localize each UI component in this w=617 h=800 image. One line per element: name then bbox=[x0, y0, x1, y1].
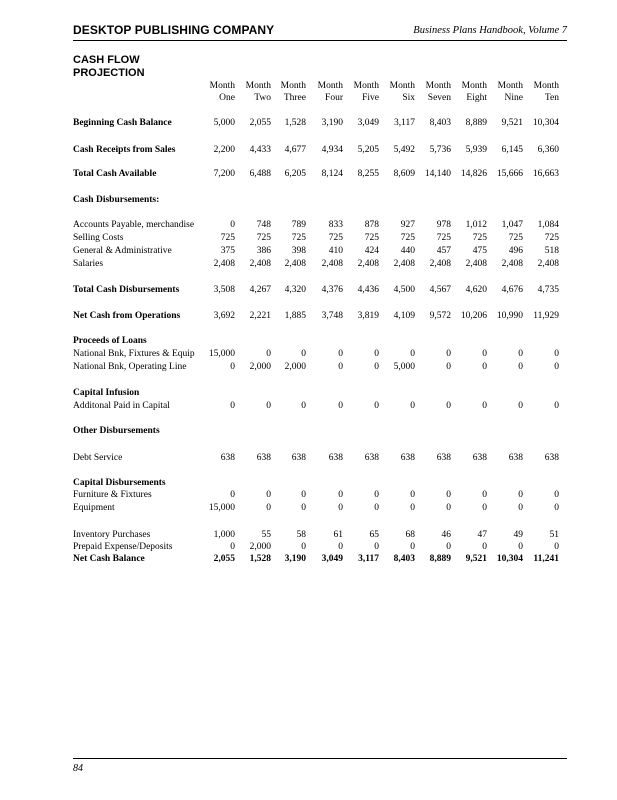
cell-value: 638 bbox=[220, 453, 235, 463]
cell-value: 49 bbox=[513, 530, 523, 540]
cell-value: 7,200 bbox=[213, 169, 235, 179]
cell-value: 3,117 bbox=[393, 118, 415, 128]
cell-value: 2,408 bbox=[429, 259, 451, 269]
cell-value: 6,488 bbox=[249, 169, 271, 179]
cell-value: 4,267 bbox=[249, 285, 271, 295]
cell-value: 725 bbox=[364, 233, 379, 243]
column-header-text: Month bbox=[533, 81, 559, 91]
column-header-text: Three bbox=[283, 92, 306, 103]
row-label: Net Cash Balance bbox=[73, 554, 145, 564]
cell-value: 9,521 bbox=[501, 118, 523, 128]
cell-value: 638 bbox=[364, 453, 379, 463]
cell-value: 8,255 bbox=[357, 169, 379, 179]
row-label: Salaries bbox=[73, 259, 104, 269]
cell-value: 0 bbox=[554, 542, 559, 552]
cell-value: 3,748 bbox=[321, 311, 343, 321]
column-header-text: Five bbox=[362, 92, 379, 103]
cell-value: 0 bbox=[446, 349, 451, 359]
cell-value: 518 bbox=[544, 246, 559, 256]
cell-value: 789 bbox=[291, 220, 306, 230]
footer-rule bbox=[73, 758, 567, 759]
cell-value: 1,528 bbox=[249, 554, 271, 564]
row-label: Proceeds of Loans bbox=[73, 336, 147, 346]
cell-value: 0 bbox=[446, 490, 451, 500]
cell-value: 2,055 bbox=[213, 554, 235, 564]
cell-value: 725 bbox=[436, 233, 451, 243]
column-header-text: Four bbox=[325, 92, 343, 103]
cell-value: 725 bbox=[400, 233, 415, 243]
cell-value: 0 bbox=[410, 490, 415, 500]
cell-value: 0 bbox=[482, 542, 487, 552]
cell-value: 0 bbox=[301, 349, 306, 359]
cell-value: 4,677 bbox=[284, 145, 306, 155]
row-label: General & Administrative bbox=[73, 246, 172, 256]
column-header-text: Month bbox=[245, 81, 271, 91]
cell-value: 46 bbox=[441, 530, 451, 540]
cell-value: 2,408 bbox=[501, 259, 523, 269]
cell-value: 440 bbox=[400, 246, 415, 256]
cell-value: 3,049 bbox=[321, 554, 343, 564]
cell-value: 0 bbox=[554, 362, 559, 372]
cell-value: 51 bbox=[549, 530, 559, 540]
cell-value: 8,609 bbox=[393, 169, 415, 179]
cell-value: 4,567 bbox=[429, 285, 451, 295]
cell-value: 5,000 bbox=[393, 362, 415, 372]
cell-value: 0 bbox=[410, 503, 415, 513]
cell-value: 927 bbox=[400, 220, 415, 230]
row-label: National Bnk, Operating Line bbox=[73, 362, 187, 372]
cell-value: 0 bbox=[554, 490, 559, 500]
cell-value: 3,508 bbox=[213, 285, 235, 295]
cell-value: 6,360 bbox=[537, 145, 559, 155]
cell-value: 3,117 bbox=[358, 554, 379, 564]
cell-value: 65 bbox=[369, 530, 379, 540]
cell-value: 5,205 bbox=[357, 145, 379, 155]
cell-value: 2,408 bbox=[249, 259, 271, 269]
cell-value: 15,666 bbox=[496, 169, 523, 179]
section-title-line1: CASH FLOW bbox=[73, 54, 140, 66]
cell-value: 9,521 bbox=[465, 554, 487, 564]
cell-value: 3,819 bbox=[357, 311, 379, 321]
row-label: Inventory Purchases bbox=[73, 530, 151, 540]
cell-value: 638 bbox=[436, 453, 451, 463]
cell-value: 8,889 bbox=[465, 118, 487, 128]
cell-value: 47 bbox=[477, 530, 487, 540]
cell-value: 4,735 bbox=[537, 285, 559, 295]
cell-value: 496 bbox=[508, 246, 523, 256]
cell-value: 5,736 bbox=[429, 145, 451, 155]
cell-value: 1,047 bbox=[501, 220, 523, 230]
cell-value: 1,084 bbox=[537, 220, 559, 230]
cell-value: 2,221 bbox=[249, 311, 271, 321]
column-header-text: Month bbox=[389, 81, 415, 91]
cell-value: 55 bbox=[261, 530, 271, 540]
cell-value: 10,304 bbox=[496, 554, 523, 564]
row-label: Capital Disbursements bbox=[73, 478, 166, 488]
cell-value: 748 bbox=[256, 220, 271, 230]
column-header-text: Month bbox=[280, 81, 306, 91]
row-label: Debt Service bbox=[73, 453, 123, 463]
cell-value: 8,403 bbox=[429, 118, 451, 128]
cell-value: 4,676 bbox=[501, 285, 523, 295]
column-header bbox=[517, 81, 559, 104]
cell-value: 10,304 bbox=[532, 118, 559, 128]
cell-value: 4,620 bbox=[465, 285, 487, 295]
company-name: DESKTOP PUBLISHING COMPANY bbox=[73, 23, 275, 37]
column-header-text: Nine bbox=[504, 92, 523, 103]
cell-value: 3,190 bbox=[321, 118, 343, 128]
cell-value: 0 bbox=[482, 349, 487, 359]
cell-value: 0 bbox=[230, 220, 235, 230]
column-header-text: Month bbox=[425, 81, 451, 91]
cell-value: 0 bbox=[446, 503, 451, 513]
cell-value: 1,885 bbox=[284, 311, 306, 321]
cell-value: 725 bbox=[472, 233, 487, 243]
row-label: Selling Costs bbox=[73, 233, 124, 243]
cell-value: 978 bbox=[436, 220, 451, 230]
publication-title: Business Plans Handbook, Volume 7 bbox=[413, 25, 567, 36]
cell-value: 6,205 bbox=[284, 169, 306, 179]
cell-value: 0 bbox=[301, 503, 306, 513]
column-header-text: Month bbox=[209, 81, 235, 91]
cell-value: 0 bbox=[338, 490, 343, 500]
cell-value: 410 bbox=[328, 246, 343, 256]
cell-value: 0 bbox=[374, 542, 379, 552]
cell-value: 14,140 bbox=[424, 169, 451, 179]
cell-value: 638 bbox=[291, 453, 306, 463]
row-label: Furniture & Fixtures bbox=[73, 490, 152, 500]
cell-value: 58 bbox=[296, 530, 306, 540]
cell-value: 9,572 bbox=[429, 311, 451, 321]
cell-value: 0 bbox=[338, 349, 343, 359]
cell-value: 15,000 bbox=[208, 503, 235, 513]
cell-value: 4,934 bbox=[321, 145, 343, 155]
column-header-text: Month bbox=[353, 81, 379, 91]
row-label: Total Cash Disbursements bbox=[73, 285, 180, 295]
cell-value: 475 bbox=[472, 246, 487, 256]
row-label: National Bnk, Fixtures & Equip bbox=[73, 349, 195, 359]
cell-value: 386 bbox=[256, 246, 271, 256]
cell-value: 1,528 bbox=[284, 118, 306, 128]
cell-value: 0 bbox=[518, 401, 523, 411]
cell-value: 833 bbox=[328, 220, 343, 230]
column-header-text: Six bbox=[402, 92, 415, 103]
cell-value: 638 bbox=[472, 453, 487, 463]
cell-value: 4,109 bbox=[393, 311, 415, 321]
cell-value: 11,929 bbox=[533, 311, 559, 321]
cell-value: 1,000 bbox=[213, 530, 235, 540]
cell-value: 0 bbox=[446, 401, 451, 411]
cell-value: 0 bbox=[374, 490, 379, 500]
cell-value: 0 bbox=[554, 349, 559, 359]
cell-value: 2,000 bbox=[249, 542, 271, 552]
cell-value: 2,408 bbox=[357, 259, 379, 269]
row-label: Other Disbursements bbox=[73, 426, 160, 436]
cell-value: 375 bbox=[220, 246, 235, 256]
row-label: Equipment bbox=[73, 503, 115, 513]
row-label: Additonal Paid in Capital bbox=[73, 401, 170, 411]
cell-value: 4,376 bbox=[321, 285, 343, 295]
cell-value: 8,889 bbox=[429, 554, 451, 564]
cell-value: 2,408 bbox=[213, 259, 235, 269]
cell-value: 2,000 bbox=[284, 362, 306, 372]
cell-value: 0 bbox=[374, 349, 379, 359]
cell-value: 0 bbox=[374, 503, 379, 513]
cell-value: 10,206 bbox=[460, 311, 487, 321]
cell-value: 0 bbox=[482, 503, 487, 513]
cell-value: 0 bbox=[410, 542, 415, 552]
cell-value: 68 bbox=[405, 530, 415, 540]
cell-value: 424 bbox=[364, 246, 379, 256]
header-rule bbox=[73, 40, 567, 41]
cell-value: 2,408 bbox=[537, 259, 559, 269]
cell-value: 725 bbox=[220, 233, 235, 243]
cell-value: 398 bbox=[291, 246, 306, 256]
cell-value: 2,408 bbox=[284, 259, 306, 269]
cell-value: 15,000 bbox=[208, 349, 235, 359]
cell-value: 0 bbox=[482, 362, 487, 372]
cell-value: 61 bbox=[333, 530, 343, 540]
cell-value: 2,000 bbox=[249, 362, 271, 372]
cell-value: 4,320 bbox=[284, 285, 306, 295]
cell-value: 0 bbox=[230, 401, 235, 411]
cell-value: 5,939 bbox=[465, 145, 487, 155]
cell-value: 0 bbox=[554, 503, 559, 513]
cell-value: 0 bbox=[301, 542, 306, 552]
column-header-text: One bbox=[219, 92, 235, 103]
column-header-text: Ten bbox=[544, 92, 559, 103]
cell-value: 0 bbox=[410, 349, 415, 359]
cell-value: 4,433 bbox=[249, 145, 271, 155]
cell-value: 3,692 bbox=[213, 311, 235, 321]
cell-value: 0 bbox=[338, 401, 343, 411]
cell-value: 0 bbox=[266, 401, 271, 411]
cell-value: 2,408 bbox=[393, 259, 415, 269]
cell-value: 878 bbox=[364, 220, 379, 230]
cell-value: 638 bbox=[256, 453, 271, 463]
row-label: Beginning Cash Balance bbox=[73, 118, 172, 128]
cell-value: 0 bbox=[230, 490, 235, 500]
cell-value: 0 bbox=[374, 401, 379, 411]
cell-value: 0 bbox=[554, 401, 559, 411]
cell-value: 0 bbox=[266, 503, 271, 513]
cell-value: 0 bbox=[482, 490, 487, 500]
cell-value: 0 bbox=[338, 542, 343, 552]
cell-value: 16,663 bbox=[532, 169, 559, 179]
column-header-text: Month bbox=[497, 81, 523, 91]
row-label: Total Cash Available bbox=[73, 169, 157, 179]
cell-value: 638 bbox=[328, 453, 343, 463]
column-header-text: Month bbox=[461, 81, 487, 91]
cell-value: 0 bbox=[338, 362, 343, 372]
cell-value: 0 bbox=[301, 401, 306, 411]
column-header-text: Eight bbox=[466, 92, 487, 103]
row-label: Capital Infusion bbox=[73, 388, 140, 398]
cell-value: 725 bbox=[328, 233, 343, 243]
cell-value: 638 bbox=[400, 453, 415, 463]
cell-value: 725 bbox=[544, 233, 559, 243]
row-label: Cash Receipts from Sales bbox=[73, 145, 176, 155]
cell-value: 3,049 bbox=[357, 118, 379, 128]
cell-value: 2,055 bbox=[249, 118, 271, 128]
column-header-text: Month bbox=[317, 81, 343, 91]
cell-value: 4,500 bbox=[393, 285, 415, 295]
cell-value: 4,436 bbox=[357, 285, 379, 295]
cell-value: 0 bbox=[518, 490, 523, 500]
cell-value: 2,200 bbox=[213, 145, 235, 155]
cell-value: 457 bbox=[436, 246, 451, 256]
column-header-text: Two bbox=[254, 92, 271, 103]
cell-value: 725 bbox=[291, 233, 306, 243]
cell-value: 11,241 bbox=[533, 554, 559, 564]
cell-value: 3,190 bbox=[284, 554, 306, 564]
cell-value: 0 bbox=[338, 503, 343, 513]
column-header-text: Seven bbox=[427, 92, 451, 103]
cell-value: 0 bbox=[518, 362, 523, 372]
cell-value: 0 bbox=[410, 401, 415, 411]
row-label: Net Cash from Operations bbox=[73, 311, 181, 321]
cell-value: 8,403 bbox=[393, 554, 415, 564]
cell-value: 2,408 bbox=[465, 259, 487, 269]
cell-value: 5,000 bbox=[213, 118, 235, 128]
cell-value: 1,012 bbox=[465, 220, 487, 230]
cell-value: 0 bbox=[446, 542, 451, 552]
cell-value: 5,492 bbox=[393, 145, 415, 155]
cell-value: 14,826 bbox=[460, 169, 487, 179]
cell-value: 0 bbox=[518, 349, 523, 359]
column-header bbox=[264, 81, 306, 104]
cell-value: 725 bbox=[508, 233, 523, 243]
cell-value: 0 bbox=[446, 362, 451, 372]
section-title bbox=[73, 54, 145, 79]
cell-value: 0 bbox=[374, 362, 379, 372]
row-label: Prepaid Expense/Deposits bbox=[73, 542, 173, 552]
cell-value: 8,124 bbox=[321, 169, 343, 179]
cell-value: 6,145 bbox=[501, 145, 523, 155]
cell-value: 0 bbox=[266, 349, 271, 359]
cell-value: 0 bbox=[482, 401, 487, 411]
cell-value: 0 bbox=[518, 503, 523, 513]
cell-value: 0 bbox=[518, 542, 523, 552]
cell-value: 638 bbox=[544, 453, 559, 463]
cell-value: 0 bbox=[230, 362, 235, 372]
cell-value: 10,990 bbox=[496, 311, 523, 321]
cell-value: 2,408 bbox=[321, 259, 343, 269]
cell-value: 0 bbox=[266, 490, 271, 500]
row-label: Accounts Payable, merchandise bbox=[73, 220, 195, 230]
section-title-line2: PROJECTION bbox=[73, 66, 145, 79]
cell-value: 0 bbox=[301, 490, 306, 500]
row-label: Cash Disbursements: bbox=[73, 195, 160, 205]
page-number: 84 bbox=[73, 763, 83, 774]
cell-value: 638 bbox=[508, 453, 523, 463]
cell-value: 0 bbox=[230, 542, 235, 552]
cell-value: 725 bbox=[256, 233, 271, 243]
